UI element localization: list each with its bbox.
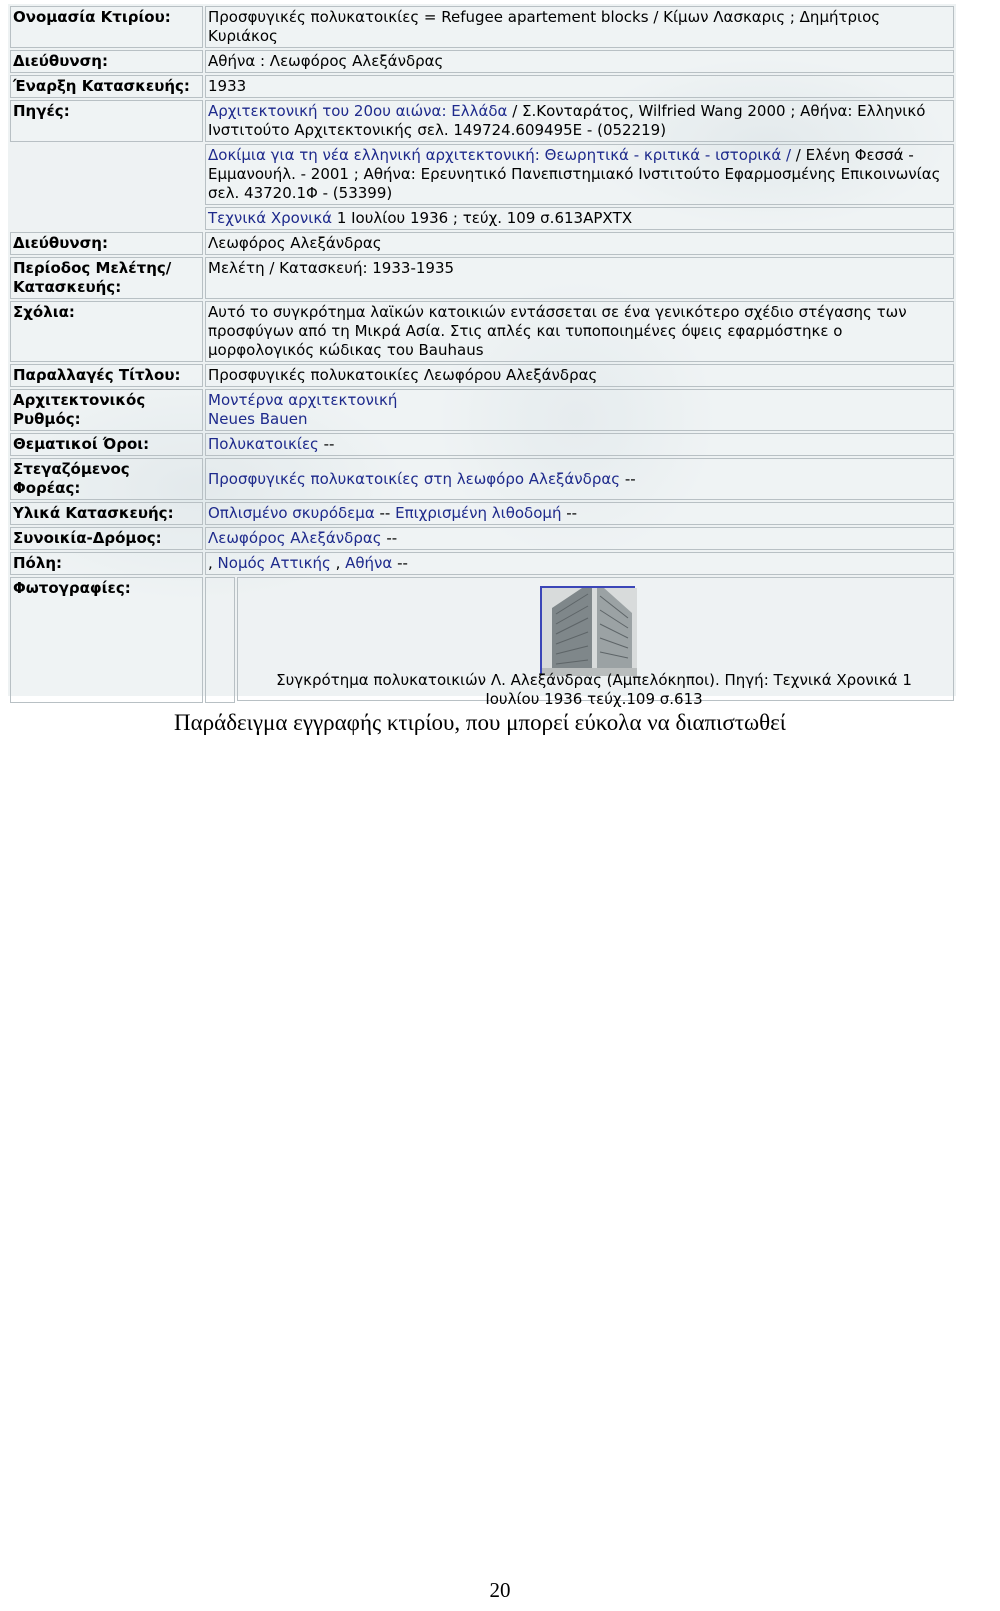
photo-caption: Συγκρότημα πολυκατοικιών Λ. Αλεξάνδρας (Αμπελόκηποι). Πηγή: Τεχνικά Χρονικά 1 Ιουλίου 1936 τεύχ.109 σ.613 bbox=[276, 671, 912, 708]
value-name: Προσφυγικές πολυκατοικίες = Refugee apartement blocks / Κίμων Λασκαρις ; Δημήτριος Κυριάκος bbox=[205, 6, 954, 48]
city-link-2[interactable]: Αθήνα bbox=[345, 554, 393, 572]
label-period: Περίοδος Μελέτης/Κατασκευής: bbox=[10, 257, 203, 299]
label-terms: Θεματικοί Όροι: bbox=[10, 433, 203, 456]
label-start: Έναρξη Κατασκευής: bbox=[10, 75, 203, 98]
record-screenshot bbox=[8, 4, 956, 708]
value-city bbox=[205, 552, 954, 575]
photo-thumbnail[interactable] bbox=[540, 586, 635, 674]
value-source-2 bbox=[205, 144, 954, 205]
street-suffix: -- bbox=[381, 529, 398, 547]
label-title-variants: Παραλλαγές Τίτλου: bbox=[10, 364, 203, 387]
row-comments bbox=[10, 301, 954, 362]
source-2-link[interactable]: Δοκίμια για τη νέα ελληνική αρχιτεκτονική: Θεωρητικά - κριτικά - ιστορικά / bbox=[208, 146, 792, 164]
style-link-2[interactable]: Neues Bauen bbox=[208, 410, 308, 428]
row-housed bbox=[10, 458, 954, 500]
value-materials bbox=[205, 502, 954, 525]
row-address-2 bbox=[10, 232, 954, 255]
source-1-text: / Σ.Κονταράτος, Wilfried Wang 2000 ; Αθήνα: Ελληνικό Ινστιτούτο Αρχιτεκτονικής σελ. 149724.609495Ε - (052219) bbox=[208, 102, 926, 139]
street-link[interactable]: Λεωφόρος Αλεξάνδρας bbox=[208, 529, 382, 547]
source-3-link[interactable]: Τεχνικά Χρονικά bbox=[208, 209, 333, 227]
city-suffix: -- bbox=[392, 554, 408, 572]
label-address-2: Διεύθυνση: bbox=[10, 232, 203, 255]
row-sources bbox=[10, 100, 954, 142]
label-materials: Υλικά Κατασκευής: bbox=[10, 502, 203, 525]
page-number: 20 bbox=[489, 1578, 511, 1602]
value-title-variants: Προσφυγικές πολυκατοικίες Λεωφόρου Αλεξάνδρας bbox=[205, 364, 954, 387]
label-name: Ονομασία Κτιρίου: bbox=[10, 6, 203, 48]
style-link-1[interactable]: Μοντέρνα αρχιτεκτονική bbox=[208, 391, 398, 409]
row-style bbox=[10, 389, 954, 431]
value-terms bbox=[205, 433, 954, 456]
row-photos bbox=[10, 577, 954, 703]
value-address: Αθήνα : Λεωφόρος Αλεξάνδρας bbox=[205, 50, 954, 73]
row-materials bbox=[10, 502, 954, 525]
photo-thumbnail-image bbox=[542, 588, 637, 676]
value-address-2: Λεωφόρος Αλεξάνδρας bbox=[205, 232, 954, 255]
housed-suffix: -- bbox=[620, 469, 636, 488]
row-title-variants bbox=[10, 364, 954, 387]
row-terms bbox=[10, 433, 954, 456]
label-street: Συνοικία-Δρόμος: bbox=[10, 527, 203, 550]
row-start bbox=[10, 75, 954, 98]
record-table bbox=[8, 4, 956, 708]
materials-link-1[interactable]: Οπλισμένο σκυρόδεμα bbox=[208, 504, 375, 522]
city-prefix: , bbox=[208, 554, 218, 572]
value-housed bbox=[205, 458, 954, 500]
value-style bbox=[205, 389, 954, 431]
source-2-text: / Ελένη Φεσσά - Εμμανουήλ. - 2001 ; Αθήνα: Ερευνητικό Πανεπιστημιακό Ινστιτούτο Εφαρμοσμένης Επικοινωνίας σελ. 43720.1Φ - (53399) bbox=[208, 146, 941, 202]
row-sources-2 bbox=[10, 144, 954, 205]
label-address: Διεύθυνση: bbox=[10, 50, 203, 73]
materials-link-2[interactable]: Επιχρισμένη λιθοδομή bbox=[395, 504, 562, 522]
label-photos: Φωτογραφίες: bbox=[10, 577, 203, 703]
label-city: Πόλη: bbox=[10, 552, 203, 575]
row-period bbox=[10, 257, 954, 299]
value-comments: Αυτό το συγκρότημα λαϊκών κατοικιών εντάσσεται σε ένα γενικότερο σχέδιο στέγασης των προσφύγων από τη Μικρά Ασία. Στις απλές και τυποποιημένες όψεις εφαρμόστηκε ο μορφολογικός κώδικας του Bauhaus bbox=[205, 301, 954, 362]
materials-sep: -- bbox=[374, 504, 396, 522]
value-photos bbox=[205, 577, 954, 708]
city-sep: , bbox=[330, 554, 346, 572]
label-comments: Σχόλια: bbox=[10, 301, 203, 362]
value-start: 1933 bbox=[205, 75, 954, 98]
row-city bbox=[10, 552, 954, 575]
value-source-3 bbox=[205, 207, 954, 230]
row-name bbox=[10, 6, 954, 48]
row-address bbox=[10, 50, 954, 73]
page-caption: Παράδειγμα εγγραφής κτιρίου, που μπορεί εύκολα να διαπιστωθεί bbox=[174, 710, 786, 735]
label-housed: Στεγαζόμενος Φορέας: bbox=[10, 458, 203, 500]
terms-suffix: -- bbox=[318, 435, 335, 453]
housed-link[interactable]: Προσφυγικές πολυκατοικίες στη λεωφόρο Αλεξάνδρας bbox=[208, 469, 621, 488]
city-link-1[interactable]: Νομός Αττικής bbox=[217, 554, 331, 572]
materials-suffix: -- bbox=[561, 504, 578, 522]
value-street bbox=[205, 527, 954, 550]
value-source-1 bbox=[205, 100, 954, 142]
terms-link[interactable]: Πολυκατοικίες bbox=[208, 435, 319, 453]
source-1-link[interactable]: Αρχιτεκτονική του 20ου αιώνα: Ελλάδα bbox=[208, 102, 508, 120]
row-sources-3 bbox=[10, 207, 954, 230]
source-3-text: 1 Ιουλίου 1936 ; τεύχ. 109 σ.613ΑΡΧΤΧ bbox=[332, 209, 633, 227]
row-street bbox=[10, 527, 954, 550]
label-sources: Πηγές: bbox=[10, 100, 203, 142]
photo-cell bbox=[237, 577, 954, 708]
label-style: Αρχιτεκτονικός Ρυθμός: bbox=[10, 389, 203, 431]
value-period: Μελέτη / Κατασκευή: 1933-1935 bbox=[205, 257, 954, 299]
